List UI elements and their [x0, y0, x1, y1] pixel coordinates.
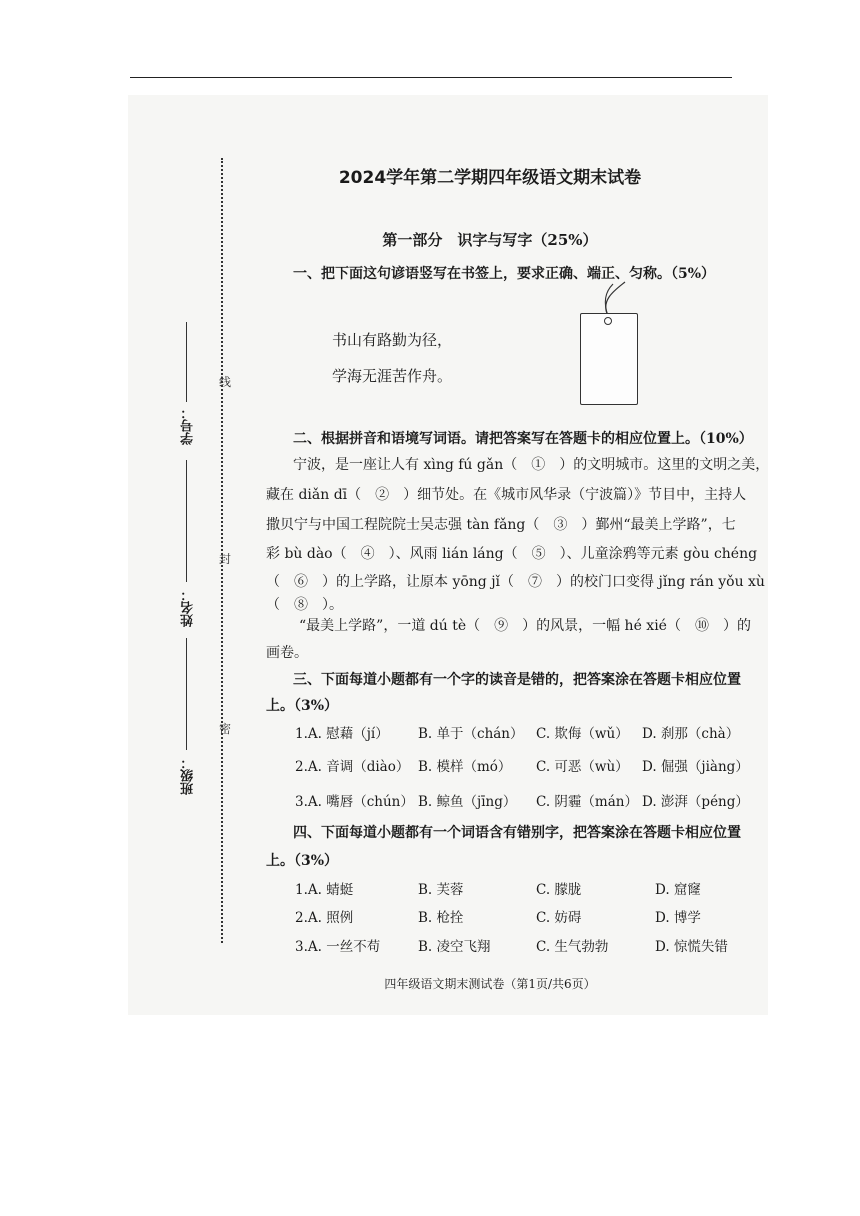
- binding-char-feng: 封: [219, 552, 232, 566]
- q4-heading: 四、下面每道小题都有一个词语含有错别字，把答案涂在答题卡相应位置: [293, 825, 741, 841]
- q3-option[interactable]: 3.A. 嘴唇（chún）: [295, 794, 414, 810]
- q4-option[interactable]: D. 博学: [655, 910, 701, 926]
- part-heading: 第一部分 识字与写字（25%）: [382, 231, 598, 249]
- exam-title: 2024学年第二学期四年级语文期末试卷: [338, 168, 642, 188]
- q3-option[interactable]: D. 澎湃（péng）: [642, 794, 749, 810]
- class-label: 班级：: [181, 756, 196, 795]
- q3-option[interactable]: 1.A. 慰藉（jí）: [295, 726, 389, 742]
- q3-option[interactable]: B. 鲸鱼（jīng）: [418, 794, 517, 810]
- proverb-line-1: 书山有路勤为径，: [332, 331, 453, 349]
- q4-option[interactable]: C. 妨碍: [536, 910, 582, 926]
- q3-option[interactable]: B. 单于（chán）: [418, 726, 524, 742]
- q2-text-line: （ ⑧ ）。: [266, 597, 343, 613]
- q2-text-line: 藏在 diǎn dī（ ② ）细节处。在《城市风华录（宁波篇）》节目中，主持人: [266, 487, 747, 503]
- q4-option[interactable]: C. 生气勃勃: [536, 939, 609, 955]
- q4-option[interactable]: 3.A. 一丝不苟: [295, 939, 381, 955]
- student-id-label: 学号：: [181, 406, 196, 445]
- q3-option[interactable]: B. 模样（mó）: [418, 759, 512, 775]
- q3-option[interactable]: 2.A. 音调（diào）: [295, 759, 410, 775]
- q1-heading: 一、把下面这句谚语竖写在书签上，要求正确、端正、匀称。（5%）: [293, 266, 716, 282]
- q3-option[interactable]: C. 阴霾（mán）: [536, 794, 638, 810]
- page-footer: 四年级语文期末测试卷（第1页/共6页）: [384, 977, 596, 991]
- q2-text-line: 彩 bù dào（ ④ ）、风雨 lián láng（ ⑤ ）、儿童涂鸦等元素 gòu chéng: [266, 546, 758, 562]
- bookmark-hole-icon: [604, 317, 612, 325]
- q2-text-line: （ ⑥ ）的上学路，让原本 yōng jǐ（ ⑦ ）的校门口变得 jǐng rán yǒu xù: [266, 574, 765, 590]
- q4-option[interactable]: 2.A. 照例: [295, 910, 354, 926]
- q3-heading-cont: 上。（3%）: [266, 698, 339, 714]
- q3-option[interactable]: C. 可恶（wù）: [536, 759, 629, 775]
- q4-option[interactable]: D. 惊慌失错: [655, 939, 728, 955]
- q2-heading: 二、根据拼音和语境写词语。请把答案写在答题卡的相应位置上。（10%）: [293, 431, 753, 447]
- q4-option[interactable]: B. 凌空飞翔: [418, 939, 491, 955]
- q2-text-line: “最美上学路”，一道 dú tè（ ⑨ ）的风景，一幅 hé xié（ ⑩ ）的: [299, 618, 751, 634]
- q4-option[interactable]: C. 朦胧: [536, 882, 582, 898]
- class-blank: [186, 638, 187, 750]
- binding-char-mi: 密: [219, 722, 232, 736]
- proverb-line-2: 学海无涯苦作舟。: [332, 367, 453, 385]
- name-blank: [186, 460, 187, 582]
- q3-option[interactable]: D. 倔强（jiàng）: [642, 759, 749, 775]
- bookmark-answer-box[interactable]: [580, 313, 638, 405]
- q4-option[interactable]: 1.A. 蜻蜓: [295, 882, 354, 898]
- q4-option[interactable]: B. 枪拴: [418, 910, 464, 926]
- q2-text-line: 宁波，是一座让人有 xìng fú gǎn（ ① ）的文明城市。这里的文明之美，: [293, 457, 770, 473]
- top-rule: [130, 77, 732, 78]
- q3-heading: 三、下面每道小题都有一个字的读音是错的，把答案涂在答题卡相应位置: [293, 672, 741, 688]
- name-label: 姓名：: [181, 588, 196, 627]
- q4-option[interactable]: D. 窟窿: [655, 882, 701, 898]
- q2-text-line: 画卷。: [266, 645, 308, 661]
- q3-option[interactable]: D. 刹那（chà）: [642, 726, 740, 742]
- student-id-blank: [186, 322, 187, 402]
- binding-char-xian: 线: [219, 375, 232, 389]
- q4-option[interactable]: B. 芙蓉: [418, 882, 464, 898]
- q4-heading-cont: 上。（3%）: [266, 853, 339, 869]
- q2-text-line: 撒贝宁与中国工程院院士吴志强 tàn fǎng（ ③ ）鄞州“最美上学路”，七: [266, 517, 736, 533]
- q3-option[interactable]: C. 欺侮（wǔ）: [536, 726, 629, 742]
